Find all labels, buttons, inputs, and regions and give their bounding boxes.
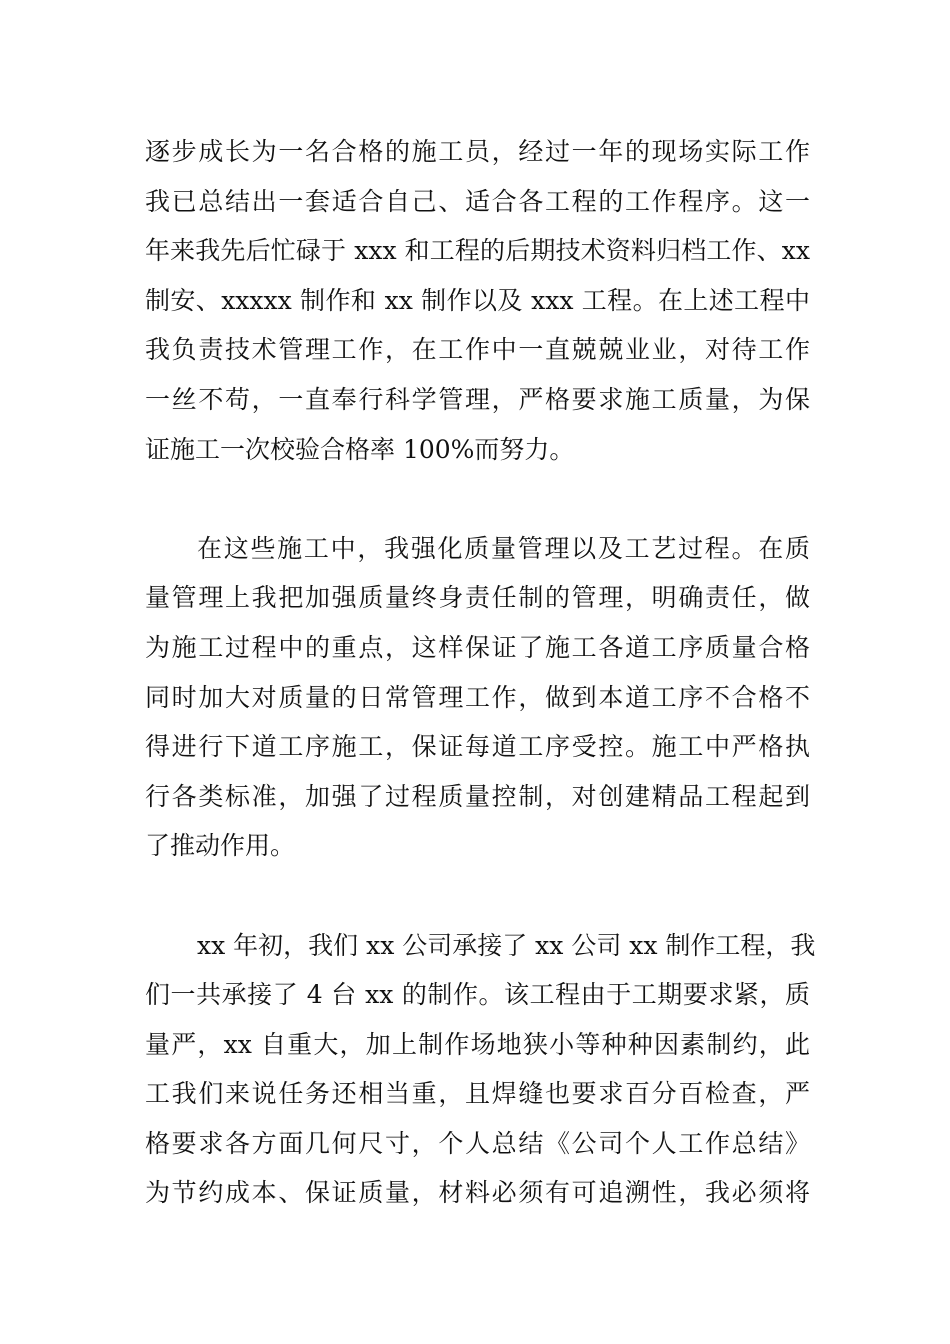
paragraph-spacer — [145, 871, 810, 921]
paragraph-2 — [145, 524, 810, 871]
text-line: 为施工过程中的重点，这样保证了施工各道工序质量合格 — [145, 632, 810, 662]
text-line: 逐步成长为一名合格的施工员，经过一年的现场实际工作 — [145, 137, 810, 166]
text-line: 量严，xx 自重大，加上制作场地狭小等种种因素制约，此 — [145, 1029, 810, 1059]
text-line: 我负责技术管理工作，在工作中一直兢兢业业，对待工作 — [145, 335, 810, 365]
text-line: 得进行下道工序施工，保证每道工序受控。施工中严格执 — [145, 732, 810, 762]
paragraph-3 — [145, 921, 816, 1219]
paragraph-1 — [145, 127, 810, 474]
text-line: 一丝不苟，一直奉行科学管理，严格要求施工质量，为保 — [145, 384, 810, 414]
text-line: 为节约成本、保证质量，材料必须有可追溯性，我必须将 — [145, 1178, 810, 1208]
text-line: 同时加大对质量的日常管理工作，做到本道工序不合格不 — [145, 682, 810, 712]
text-line: 行各类标准，加强了过程质量控制，对创建精品工程起到 — [145, 781, 810, 811]
text-line: 量管理上我把加强质量终身责任制的管理，明确责任，做 — [145, 583, 810, 613]
text-line: 在这些施工中，我强化质量管理以及工艺过程。在质 — [197, 533, 810, 563]
text-line: 制安、xxxxx 制作和 xx 制作以及 xxx 工程。在上述工程中 — [145, 285, 810, 315]
text-line: 格要求各方面几何尺寸，个人总结《公司个人工作总结》 — [145, 1128, 810, 1158]
text-line: 们一共承接了 4 台 xx 的制作。该工程由于工期要求紧，质 — [145, 980, 810, 1010]
text-line: 我已总结出一套适合自己、适合各工程的工作程序。这一 — [145, 186, 810, 216]
text-line: 工我们来说任务还相当重，且焊缝也要求百分百检查，严 — [145, 1079, 810, 1109]
text-line: xx 年初，我们 xx 公司承接了 xx 公司 xx 制作工程，我 — [197, 930, 816, 960]
document-body — [145, 127, 816, 1218]
paragraph-spacer — [145, 474, 810, 524]
text-line: 年来我先后忙碌于 xxx 和工程的后期技术资料归档工作、xx — [145, 236, 810, 266]
text-line: 证施工一次校验合格率 100%而努力。 — [145, 434, 575, 464]
text-line: 了推动作用。 — [145, 831, 296, 861]
